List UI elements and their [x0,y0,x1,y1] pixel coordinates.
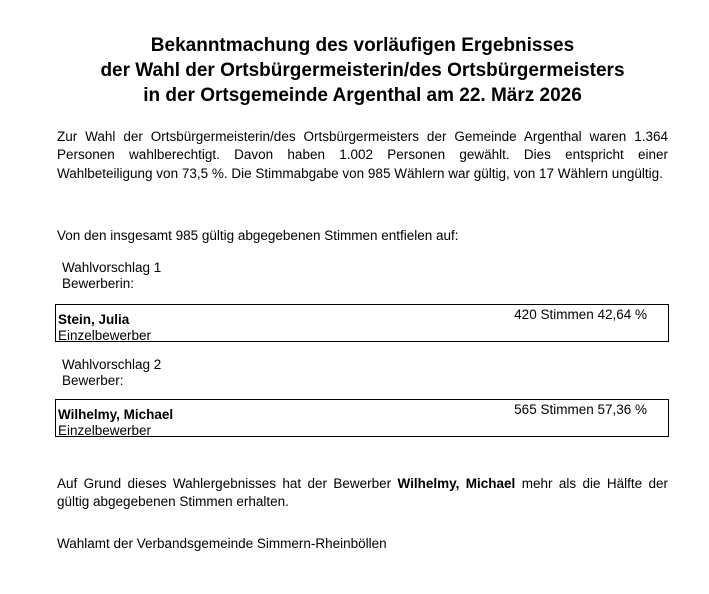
conclusion-text-before: Auf Grund dieses Wahlergebnisses hat der Bewerber [57,476,398,492]
candidate-2-result: 565 Stimmen 57,36 % [514,402,647,418]
candidate-1-affiliation: Einzelbewerber [58,327,152,343]
document-title-line-3: in der Ortsgemeinde Argenthal am 22. März 2026 [143,85,582,106]
conclusion-text-after: mehr als die Hälfte der gültig abgegebenen Stimmen erhalten. [57,476,669,510]
conclusion-paragraph [57,475,668,512]
proposal-block-2 [62,357,668,389]
candidate-result-box-2 [55,399,669,437]
candidate-1-name: Stein, Julia [58,312,130,328]
valid-votes-intro-line: Von den insgesamt 985 gültig abgegebenen Stimmen entfielen auf: [57,227,459,243]
candidate-1-result: 420 Stimmen 42,64 % [514,307,647,323]
proposal-2-label: Wahlvorschlag 2 [62,357,162,373]
document-title-line-1: Bekanntmachung des vorläufigen Ergebnisses [150,35,575,56]
candidate-2-block [58,407,173,438]
document-title-line-2: der Wahl der Ortsbürgermeisterin/des Ortsbürgermeisters [100,60,625,81]
proposal-2-role-label: Bewerber: [62,373,124,389]
proposal-1-role-label: Bewerberin: [62,276,135,292]
election-statistics-paragraph: Zur Wahl der Ortsbürgermeisterin/des Ortsbürgermeisters der Gemeinde Argenthal waren 1.364 Personen wahlberechtigt. Davon haben 1.002 Personen gewählt. Dies entspricht einer Wahlbeteiligung von 73,5 %. Die Stimmabgabe von 985 Wählern war gültig, von 17 Wählern ungültig. [57,129,668,181]
proposal-1-label: Wahlvorschlag 1 [62,260,162,276]
candidate-1-block [58,312,151,343]
document-title [57,33,668,108]
candidate-2-name: Wilhelmy, Michael [58,407,174,423]
candidate-2-affiliation: Einzelbewerber [58,422,152,438]
issuing-authority-line: Wahlamt der Verbandsgemeinde Simmern-Rheinböllen [57,535,387,551]
candidate-result-box-1 [55,304,669,342]
conclusion-winner-name: Wilhelmy, Michael [397,476,516,492]
proposal-block-1 [62,260,668,292]
